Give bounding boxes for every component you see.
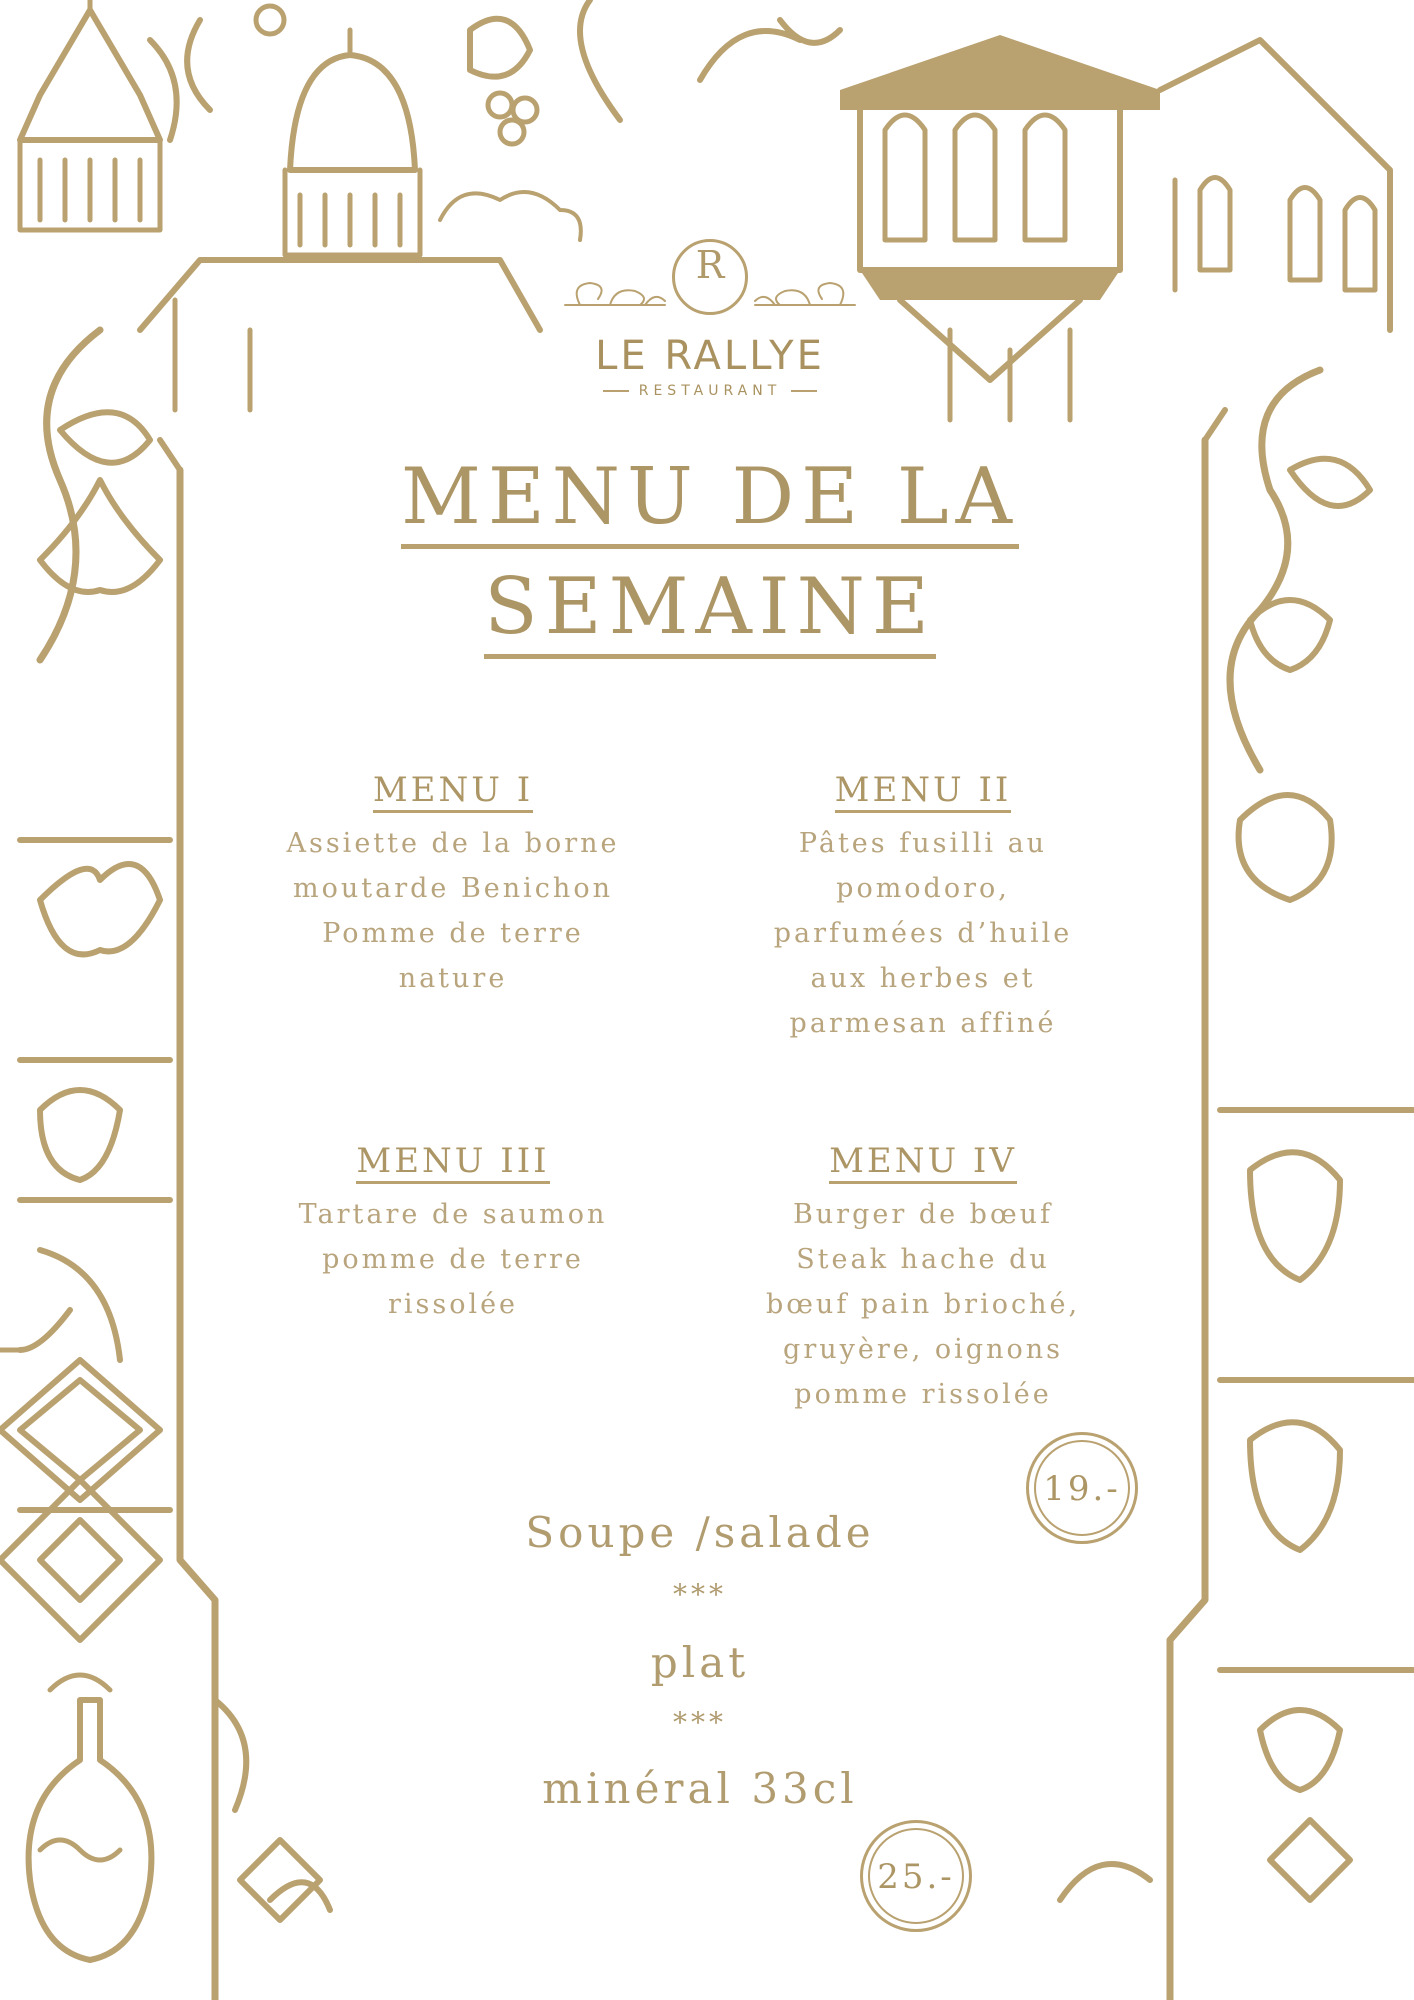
logo-subtitle: RESTAURANT [560,383,860,399]
menu-line: rissolée [387,1289,519,1320]
frame-right-line [1170,440,1205,2000]
menu-heading: MENU I [373,770,533,813]
menu-item [733,770,1113,1046]
menu-line: parmesan affiné [789,1008,1057,1039]
page-title-line-2: SEMAINE [380,562,1040,652]
formula-separator: *** [673,1706,727,1739]
formula-drink: minéral 33cl [542,1764,858,1813]
menu-line: pomme de terre [322,1244,584,1275]
menu-line: Burger de bœuf [792,1199,1054,1230]
menu-line: Pomme de terre [322,918,584,949]
menu-line: Tartare de saumon [298,1199,608,1230]
menu-line: Steak hache du [796,1244,1050,1275]
formula-price-badge: 25.- [860,1820,972,1932]
formula-main-course: plat [650,1638,750,1687]
logo-brand-name: LE RALLYE [595,333,825,379]
floral-vine-border-right [1220,370,1414,1900]
menu-line: Pâtes fusilli au [798,828,1048,859]
frame-left-line [180,470,215,2000]
menu-item [733,1141,1113,1417]
right-flourish-icon [750,275,860,315]
formula-separator: *** [673,1578,727,1611]
menu-heading: MENU III [356,1141,549,1184]
menu-line: nature [398,963,508,994]
restaurant-logo [560,235,860,415]
menu-item [263,770,643,1001]
balcony-house-drawing [840,35,1390,420]
menu-line: Assiette de la borne [286,828,620,859]
formula-soup-salad: Soupe /salade [525,1508,875,1557]
menu-line: pomme rissolée [794,1379,1052,1410]
logo-monogram: R [695,243,725,287]
menu-price-badge: 19.- [1026,1432,1138,1544]
menu-line: gruyère, oignons [783,1334,1063,1365]
floral-top [150,0,840,144]
menu-line: moutarde Benichon [293,873,613,904]
menu-line: bœuf pain brioché, [765,1289,1081,1320]
menu-heading: MENU IV [829,1141,1017,1184]
bottom-ornament [215,1840,1170,2000]
menu-line: parfumées d’huile [773,918,1073,949]
menu-item [263,1141,643,1327]
page-title-line-1: MENU DE LA [380,452,1040,542]
church-dome-drawing [20,0,581,410]
menu-line: aux herbes et [810,963,1036,994]
menu-line: pomodoro, [836,873,1010,904]
floral-vine-border [0,330,170,1510]
diamond-pattern-tile [0,1360,160,1640]
menu-heading: MENU II [835,770,1012,813]
